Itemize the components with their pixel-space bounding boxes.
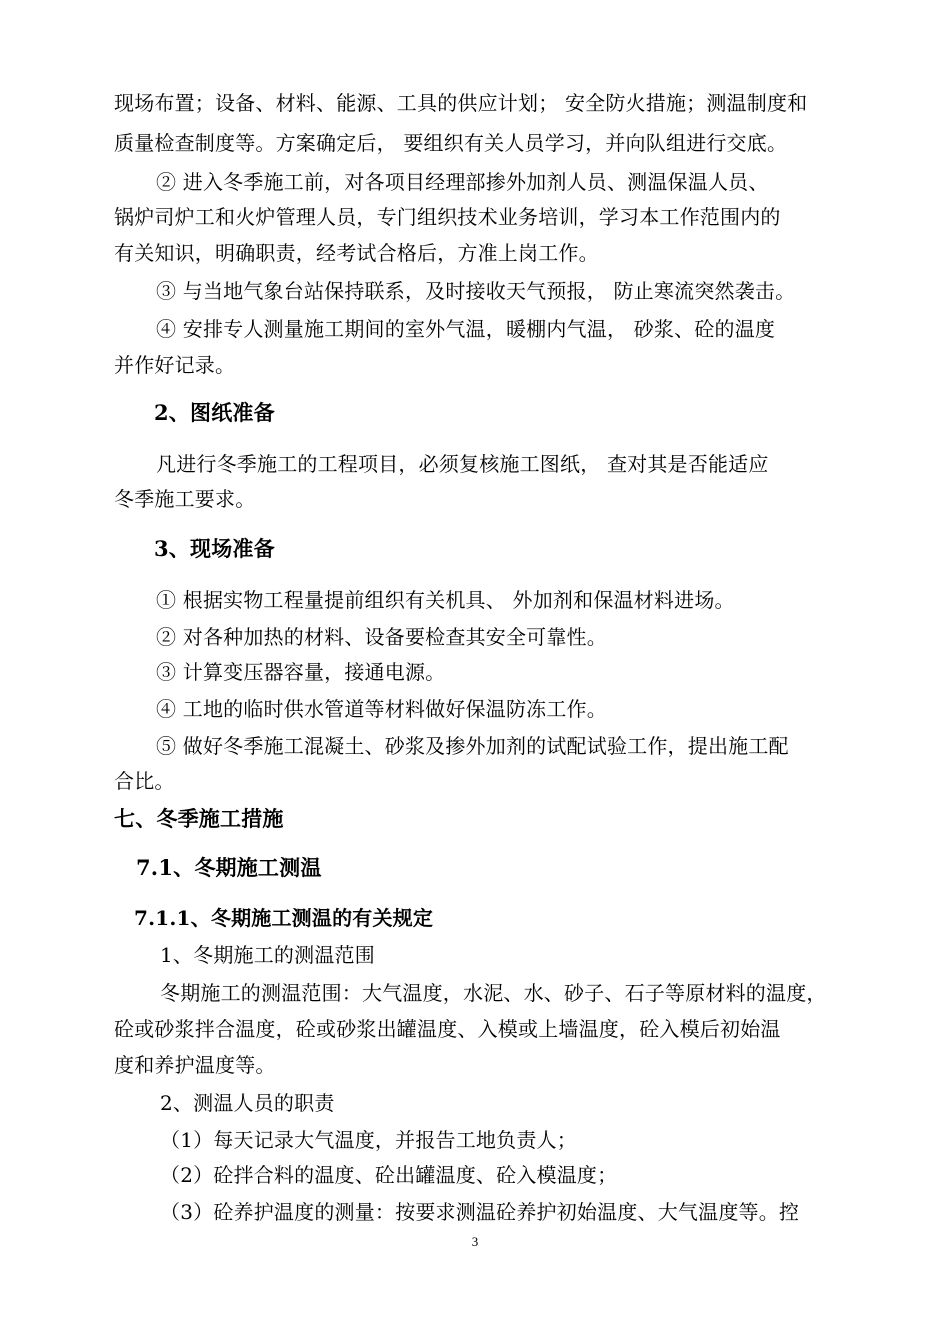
paragraph-line: 质量检查制度等。方案确定后， 要组织有关人员学习，并向队组进行交底。	[114, 131, 788, 155]
paragraph-line: 砼或砂浆拌合温度，砼或砂浆出罐温度、入模或上墙温度，砼入模后初始温	[114, 1017, 781, 1041]
page-number: 3	[471, 1234, 479, 1249]
paragraph-line: 并作好记录。	[114, 353, 236, 377]
list-item: （3）砼养护温度的测量：按要求测温砼养护初始温度、大气温度等。控	[160, 1200, 800, 1224]
list-item: ③ 计算变压器容量，接通电源。	[156, 660, 446, 684]
list-item: ④ 工地的临时供水管道等材料做好保温防冻工作。	[156, 697, 607, 721]
list-item: （1）每天记录大气温度，并报告工地负责人；	[160, 1128, 577, 1152]
paragraph-line: 冬期施工的测温范围：大气温度，水泥、水、砂子、石子等原材料的温度，	[160, 981, 827, 1005]
paragraph-line: 度和养护温度等。	[114, 1053, 276, 1077]
paragraph-line: 凡进行冬季施工的工程项目，必须复核施工图纸， 查对其是否能适应	[156, 452, 769, 476]
section-heading: 3、现场准备	[154, 536, 275, 561]
subsection-heading: 7.1、冬期施工测温	[136, 855, 322, 880]
chapter-heading: 七、冬季施工措施	[114, 806, 284, 831]
list-item: ② 对各种加热的材料、设备要检查其安全可靠性。	[156, 625, 607, 649]
paragraph-line: 现场布置；设备、材料、能源、工具的供应计划； 安全防火措施；测温制度和	[114, 91, 808, 115]
section-heading: 2、图纸准备	[154, 400, 275, 425]
list-item: （2）砼拌合料的温度、砼出罐温度、砼入模温度；	[160, 1163, 618, 1187]
paragraph-line: 冬季施工要求。	[114, 487, 256, 511]
paragraph-line: 有关知识，明确职责，经考试合格后，方准上岗工作。	[114, 241, 599, 265]
paragraph-line: ③ 与当地气象台站保持联系，及时接收天气预报， 防止寒流突然袭击。	[156, 279, 796, 303]
list-item: ⑤ 做好冬季施工混凝土、砂浆及掺外加剂的试配试验工作，提出施工配	[156, 734, 789, 758]
list-item: ① 根据实物工程量提前组织有关机具、 外加剂和保温材料进场。	[156, 588, 735, 612]
paragraph-line: 1、冬期施工的测温范围	[160, 943, 375, 967]
paragraph-line: ④ 安排专人测量施工期间的室外气温，暖棚内气温， 砂浆、砼的温度	[156, 317, 776, 341]
paragraph-line: 2、测温人员的职责	[160, 1091, 335, 1115]
paragraph-line: ② 进入冬季施工前，对各项目经理部掺外加剂人员、测温保温人员、	[156, 170, 769, 194]
subsubsection-heading: 7.1.1、冬期施工测温的有关规定	[134, 906, 434, 930]
paragraph-line: 锅炉司炉工和火炉管理人员，专门组织技术业务培训，学习本工作范围内的	[114, 205, 781, 229]
paragraph-line: 合比。	[114, 769, 175, 793]
